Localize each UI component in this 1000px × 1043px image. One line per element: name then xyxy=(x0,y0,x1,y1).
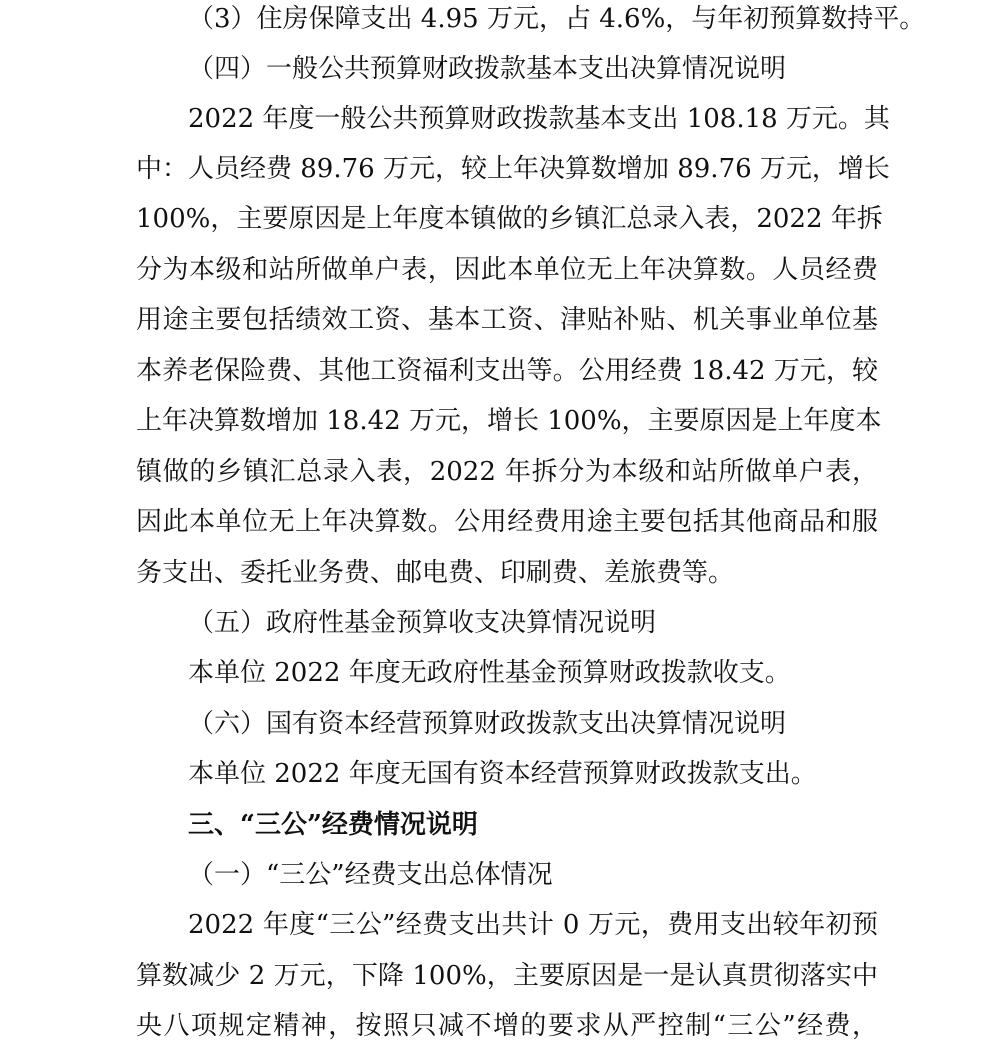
text-line: 分为本级和站所做单户表，因此本单位无上年决算数。人员经费 xyxy=(136,255,878,285)
section-heading: （一）“三公”经费支出总体情况 xyxy=(188,860,553,890)
text-line: 镇做的乡镇汇总录入表，2022 年拆分为本级和站所做单户表， xyxy=(136,457,878,487)
text-line: 务支出、委托业务费、邮电费、印刷费、差旅费等。 xyxy=(136,558,735,588)
text-line: 2022 年度一般公共预算财政拨款基本支出 108.18 万元。其 xyxy=(188,104,890,134)
text-line: 本单位 2022 年度无国有资本经营预算财政拨款支出。 xyxy=(188,759,817,789)
text-line: 本单位 2022 年度无政府性基金预算财政拨款收支。 xyxy=(188,658,791,688)
section-heading: （五）政府性基金预算收支决算情况说明 xyxy=(188,608,657,638)
text-line: 100%，主要原因是上年度本镇做的乡镇汇总录入表，2022 年拆 xyxy=(136,204,883,234)
text-line: 央八项规定精神，按照只减不增的要求从严控制“三公”经费， xyxy=(136,1011,878,1041)
text-line: 用途主要包括绩效工资、基本工资、津贴补贴、机关事业单位基 xyxy=(136,305,878,335)
text-line: 2022 年度“三公”经费支出共计 0 万元，费用支出较年初预 xyxy=(188,910,878,940)
text-line: 算数减少 2 万元，下降 100%，主要原因是一是认真贯彻落实中 xyxy=(136,961,878,991)
text-line: 本养老保险费、其他工资福利支出等。公用经费 18.42 万元，较 xyxy=(136,356,878,386)
chapter-heading: 三、“三公”经费情况说明 xyxy=(188,810,478,840)
text-line: 中：人员经费 89.76 万元，较上年决算数增加 89.76 万元，增长 xyxy=(136,154,890,184)
text-line: 因此本单位无上年决算数。公用经费用途主要包括其他商品和服 xyxy=(136,507,878,537)
text-line: 上年决算数增加 18.42 万元，增长 100%，主要原因是上年度本 xyxy=(136,406,882,436)
text-line: （3）住房保障支出 4.95 万元，占 4.6%，与年初预算数持平。 xyxy=(188,4,926,34)
section-heading: （六）国有资本经营预算财政拨款支出决算情况说明 xyxy=(188,709,787,739)
section-heading: （四）一般公共预算财政拨款基本支出决算情况说明 xyxy=(188,54,787,84)
